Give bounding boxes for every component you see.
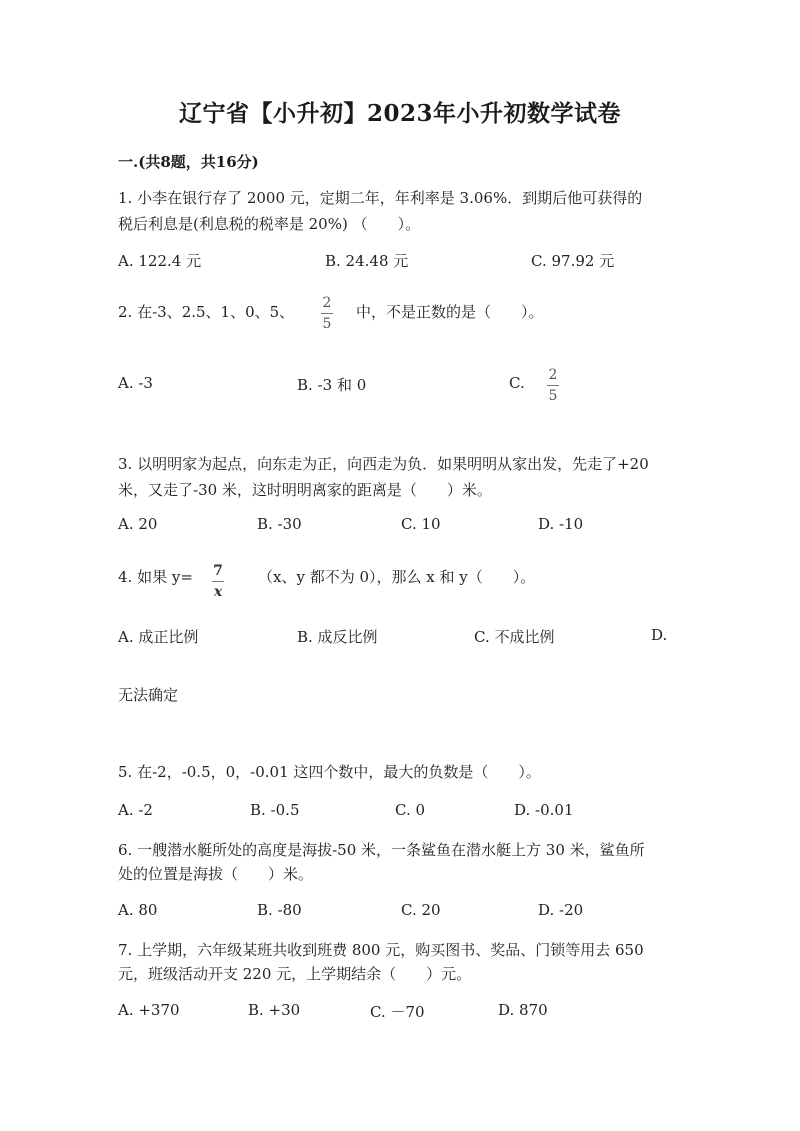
q7-option-b[interactable]: B. +30 — [248, 1001, 301, 1019]
q7-option-d[interactable]: D. 870 — [498, 1001, 548, 1019]
question-6-line-2: 处的位置是海拔（ ）米。 — [118, 865, 314, 883]
question-7-line-2: 元，班级活动开支 220 元，上学期结余（ ）元。 — [118, 965, 472, 983]
q2-fraction — [321, 295, 333, 332]
q2-option-c[interactable]: C. — [509, 374, 525, 392]
q7-option-a[interactable]: A. +370 — [118, 1001, 180, 1019]
question-4-prefix: 4. 如果 y= — [118, 568, 193, 586]
q6-option-a[interactable]: A. 80 — [118, 901, 158, 919]
q4-option-b[interactable]: B. 成反比例 — [297, 628, 378, 646]
fraction-bar — [321, 313, 333, 314]
q6-option-d[interactable]: D. -20 — [538, 901, 584, 919]
q7-option-c[interactable]: C. －70 — [370, 1003, 425, 1021]
q3-option-d[interactable]: D. -10 — [538, 515, 584, 533]
q3-option-c[interactable]: C. 10 — [401, 515, 441, 533]
question-3-line-1: 3. 以明明家为起点，向东走为正，向西走为负．如果明明从家出发，先走了+20 — [118, 455, 649, 473]
page-title: 辽宁省【小升初】2023年小升初数学试卷 — [178, 100, 621, 127]
question-4-suffix: （x、y 都不为 0），那么 x 和 y（ ）。 — [258, 568, 536, 586]
q2-option-c-fraction — [547, 367, 559, 404]
q4-option-d-text[interactable]: 无法确定 — [118, 686, 179, 704]
q2-option-b[interactable]: B. -3 和 0 — [297, 376, 367, 394]
q5-option-a[interactable]: A. -2 — [118, 801, 153, 819]
q6-option-b[interactable]: B. -80 — [257, 901, 302, 919]
q1-option-b[interactable]: B. 24.48 元 — [325, 252, 409, 270]
q2-option-c-denominator: 5 — [548, 388, 558, 404]
q1-option-a[interactable]: A. 122.4 元 — [118, 252, 202, 270]
q2-option-c-numerator: 2 — [548, 367, 558, 383]
question-1-line-1: 1. 小李在银行存了 2000 元，定期二年，年利率是 3.06%．到期后他可获得的 — [118, 189, 643, 207]
question-2-suffix: 中，不是正数的是（ ）。 — [356, 303, 544, 321]
fraction-bar — [212, 581, 224, 582]
question-5-line-1: 5. 在-2，-0.5，0，-0.01 这四个数中，最大的负数是（ ）。 — [118, 763, 541, 781]
q5-option-d[interactable]: D. -0.01 — [514, 801, 574, 819]
q4-fraction-numerator: 7 — [213, 563, 223, 579]
question-3-line-2: 米，又走了-30 米，这时明明离家的距离是（ ）米。 — [118, 481, 492, 499]
q2-option-a[interactable]: A. -3 — [118, 374, 153, 392]
q6-option-c[interactable]: C. 20 — [401, 901, 441, 919]
q5-option-c[interactable]: C. 0 — [395, 801, 426, 819]
q3-option-a[interactable]: A. 20 — [118, 515, 158, 533]
question-6-line-1: 6. 一艘潜水艇所处的高度是海拔-50 米，一条鲨鱼在潜水艇上方 30 米，鲨鱼所 — [118, 841, 645, 859]
question-1-line-2: 税后利息是(利息税的税率是 20%) （ ）。 — [118, 215, 421, 233]
q4-option-d[interactable]: D. — [651, 626, 668, 644]
q2-fraction-denominator: 5 — [322, 316, 332, 332]
q2-fraction-numerator: 2 — [322, 295, 332, 311]
section-heading: 一.(共8题，共16分) — [118, 153, 259, 171]
q4-fraction — [212, 563, 224, 600]
q4-fraction-denominator: x — [213, 584, 223, 600]
q5-option-b[interactable]: B. -0.5 — [250, 801, 300, 819]
q3-option-b[interactable]: B. -30 — [257, 515, 302, 533]
q4-option-a[interactable]: A. 成正比例 — [118, 628, 199, 646]
question-2-prefix: 2. 在-3、2.5、1、0、5、 — [118, 303, 295, 321]
q1-option-c[interactable]: C. 97.92 元 — [531, 252, 615, 270]
q4-option-c[interactable]: C. 不成比例 — [474, 628, 555, 646]
question-7-line-1: 7. 上学期，六年级某班共收到班费 800 元，购买图书、奖品、门锁等用去 650 — [118, 941, 644, 959]
fraction-bar — [547, 385, 559, 386]
